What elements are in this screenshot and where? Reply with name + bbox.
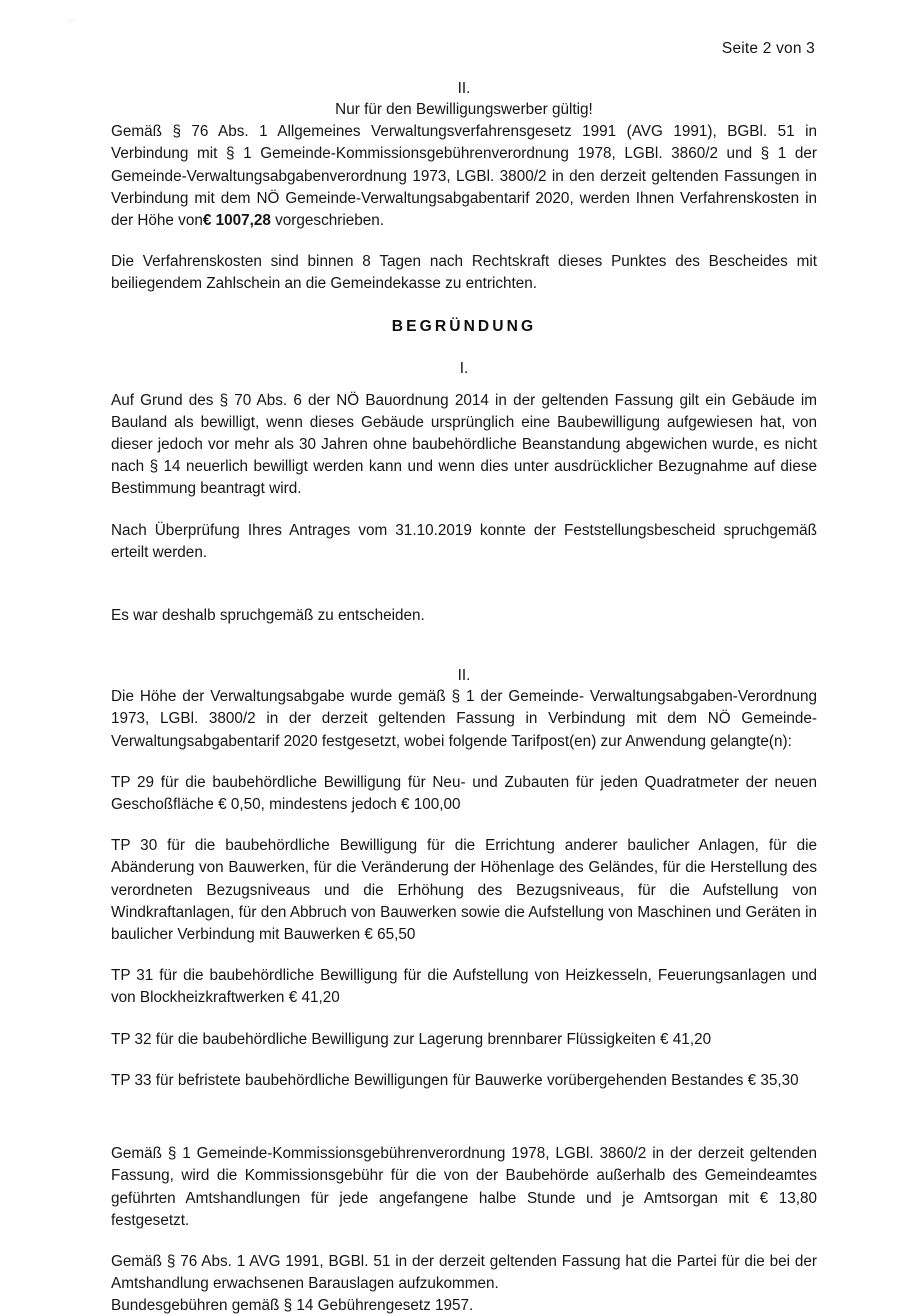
document-body (111, 78, 817, 1316)
begruendung-two-intro: Die Höhe der Verwaltungsabgabe wurde gemäß § 1 der Gemeinde- Verwaltungsabgaben-Verordnung 1973, LGBl. 3800/2 in der derzeit geltenden Fassung in Verbindung mit dem NÖ Gemeinde-Verwaltungsabgabentarif 2020 festgesetzt, wobei folgende Tarifpost(en) zur Anwendung gelangte(n): (111, 688, 817, 750)
tariff-post-tp33: TP 33 für befristete baubehördliche Bewilligungen für Bauwerke vorübergehenden Bestandes € 35,30 (111, 1071, 799, 1089)
spruch-subtitle: Nur für den Bewilligungswerber gültig! (335, 101, 593, 118)
begruendung-part-two (111, 665, 817, 1316)
begruendung-numeral-one: I. (459, 359, 469, 377)
kommissionsgebuehr-paragraph: Gemäß § 1 Gemeinde-Kommissionsgebührenverordnung 1978, LGBl. 3860/2 in der derzeit geltenden Fassung, wird die Kommissionsgebühr für die von der Baubehörde außerhalb des Gemeindeamtes geführten Amtshandlungen für jede angefangene halbe Stunde und je Amtsorgan mit € 13,80 festgesetzt. (111, 1145, 817, 1229)
tariff-post-tp29: TP 29 für die baubehördliche Bewilligung für Neu- und Zubauten für jeden Quadratmeter der neuen Geschoßfläche € 0,50, mindestens jedoch € 100,00 (111, 773, 817, 814)
barauslagen-paragraph: Gemäß § 76 Abs. 1 AVG 1991, BGBl. 51 in der derzeit geltenden Fassung hat die Partei für die bei der Amtshandlung erwachsenen Barauslagen aufzukommen. (111, 1252, 817, 1293)
begruendung-one-paragraph-2: Nach Überprüfung Ihres Antrages vom 31.10.2019 konnte der Feststellungsbescheid spruchgemäß erteilt werden. (111, 521, 817, 561)
tariff-post-list (111, 772, 817, 1092)
begruendung-part-one (111, 358, 817, 628)
spruch-paragraph-payment: Die Verfahrenskosten sind binnen 8 Tagen nach Rechtskraft dieses Punktes des Bescheides mit beiliegendem Zahlschein an die Gemeindekasse zu entrichten. (111, 253, 817, 293)
spruch-costs-text-before: Gemäß § 76 Abs. 1 Allgemeines Verwaltungsverfahrensgesetz 1991 (AVG 1991), BGBl. 51 in Verbindung mit § 1 Gemeinde-Kommissionsgebührenverordnung 1978, LGBl. 3860/2 und § 1 der Gemeinde-Verwaltungsabgabenverordnung 1973, LGBl. 3800/2 in den derzeit geltenden Fassungen in Verbindung mit dem NÖ Gemeinde-Verwaltungsabgabentarif 2020, werden Ihnen Verfahrenskosten in der Höhe von (111, 123, 817, 230)
scan-artifact: ⌐ (68, 13, 76, 28)
spruch-paragraph-costs (111, 121, 817, 232)
spruch-section-two (111, 78, 817, 296)
tariff-post-tp32: TP 32 für die baubehördliche Bewilligung zur Lagerung brennbarer Flüssigkeiten € 41,20 (111, 1030, 712, 1048)
begruendung-heading: BEGRÜNDUNG (391, 317, 537, 335)
begruendung-numeral-two: II. (457, 667, 471, 685)
begruendung-one-paragraph-3: Es war deshalb spruchgemäß zu entscheiden. (111, 607, 425, 625)
tariff-post-tp31: TP 31 für die baubehördliche Bewilligung für die Aufstellung von Heizkesseln, Feuerungsanlagen und von Blockheizkraftwerken € 41,20 (111, 967, 817, 1007)
tariff-post-tp30: TP 30 für die baubehördliche Bewilligung für die Errichtung anderer baulicher Anlagen, für die Abänderung von Bauwerken, für die Veränderung der Höhenlage des Geländes, für die Herstellung des verordneten Bezugsniveaus und die Erhöhung des Bezugsniveaus, für die Aufstellung von Windkraftanlagen, für den Abbruch von Bauwerken sowie die Aufstellung von Maschinen und Geräten in baulicher Verbindung mit Bauwerken € 65,50 (111, 837, 817, 944)
page-number-header: Seite 2 von 3 (721, 40, 815, 57)
section-numeral-two: II. (457, 80, 471, 97)
begruendung-one-paragraph-1: Auf Grund des § 70 Abs. 6 der NÖ Bauordnung 2014 in der geltenden Fassung gilt ein Gebäude im Bauland als bewilligt, wenn dieses Gebäude ursprünglich eine Baubewilligung aufgewiesen hat, von dieser jedoch vor mehr als 30 Jahren ohne baubehördliche Beanstandung abgewichen wurde, es nicht nach § 14 neuerlich bewilligt werden kann und wenn dies unter ausdrücklicher Bezugnahme auf diese Bestimmung beantragt wird. (111, 391, 817, 498)
verfahrenskosten-amount: € 1007,28 (202, 212, 271, 230)
bundesgebuehren-paragraph: Bundesgebühren gemäß § 14 Gebührengesetz 1957. (111, 1297, 474, 1315)
spruch-costs-text-after: vorgeschrieben. (275, 212, 384, 230)
